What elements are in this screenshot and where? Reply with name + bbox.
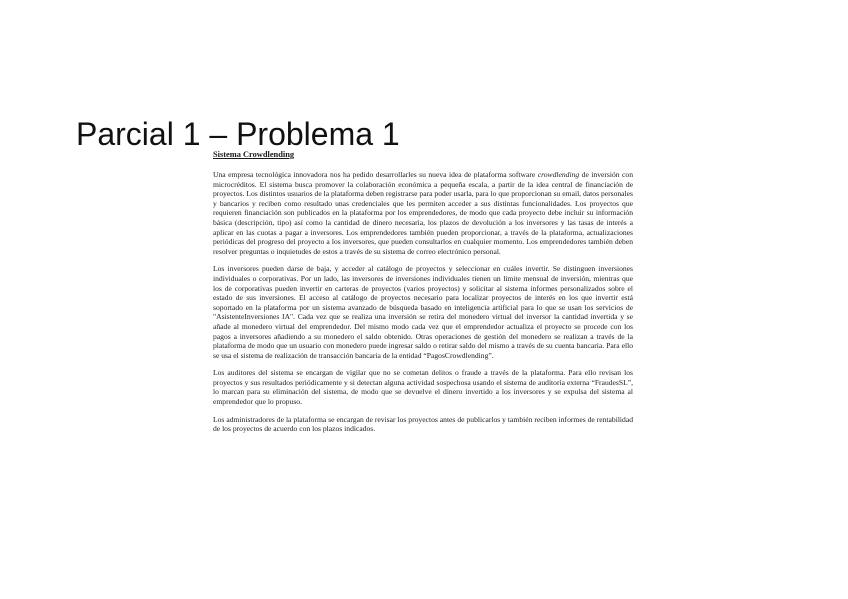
paragraph-1-rest: de inversión con microcréditos. El sistema busca promover la colaboración económica a pequeña escala, a partir de la idea central de financiación de proyectos. Los distintos usuarios de la plataforma deben registrarse para poder usarla, para lo que proporcionan su email, datos personales y bancarios y reciben como resultado unas credenciales que les permiten acceder a sus distintas funcionalidades. Los proyectos que requieren financiación son publicados en la plataforma por los emprendedores, de modo que cada proyecto debe incluir su información básica (descripción, tipo) así como la cantidad de dinero necesaria, los plazos de devolución a los inversores y las tasas de interés a aplicar en las cuotas a pagar a inversores. Los emprendedores también pueden proporcionar, a través de la plataforma, actualizaciones periódicas del progreso del proyecto a los inversores, que pueden consultarlos en cualquier momento. Los emprendedores también deben resolver preguntas o inquietudes de estos a través de su sistema de correo electrónico personal. [213, 170, 633, 256]
paragraph-2: Los inversores pueden darse de baja, y acceder al catálogo de proyectos y seleccionar en cuáles invertir. Se distinguen inversiones individuales o corporativas. Por un lado, las inversores de inversiones individuales tienen un límite mensual de inversión, mientras que los de corporativas pueden invertir en carteras de proyectos (varios proyectos) y solicitar al sistema informes personalizados sobre el estado de sus inversiones. El acceso al catálogo de proyectos necesario para localizar proyectos de interés en los que invertir está soportado en la plataforma por un sistema avanzado de búsqueda basado en inteligencia artificial para lo que se usan los servicios de "AsistenteInversiones IA". Cada vez que se realiza una inversión se retira del monedero virtual del inversor la cantidad invertida y se añade al monedero virtual del emprendedor. Del mismo modo cada vez que el emprendedor actualiza el proyecto se procede con los pagos a inversores añadiendo a su monedero el saldo obtenido. Otras operaciones de gestión del monedero se realizan a través de la plataforma de modo que un usuario con monedero puede ingresar saldo o retirar saldo del mismo a través de su cuenta bancaria. Para ello se usa el sistema de realización de transacción bancaria de la entidad “PagosCrowdlending”. [213, 264, 633, 360]
document-excerpt [213, 150, 633, 442]
slide-title: Parcial 1 – Problema 1 [76, 116, 400, 152]
paragraph-1 [213, 170, 633, 256]
paragraph-4: Los administradores de la plataforma se encargan de revisar los proyectos antes de publicarlos y también reciben informes de rentabilidad de los proyectos de acuerdo con los plazos indicados. [213, 414, 633, 434]
document-heading: Sistema Crowdlending [213, 150, 295, 159]
paragraph-3: Los auditores del sistema se encargan de vigilar que no se cometan delitos o fraude a través de la plataforma. Para ello revisan los proyectos y sus resultados periódicamente y si detectan alguna actividad sospechosa usando el sistema de auditoría externa “FraudesSL”, lo marcan para su eliminación del sistema, de modo que se devuelve el dinero invertido a los inversores y se expulsa del sistema al emprendedor que lo propuso. [213, 368, 633, 407]
paragraph-1-start: Una empresa tecnológica innovadora nos ha pedido desarrollarles su nueva idea de plataforma software [213, 170, 538, 179]
paragraph-1-italic-term: crowdlending [537, 170, 580, 179]
